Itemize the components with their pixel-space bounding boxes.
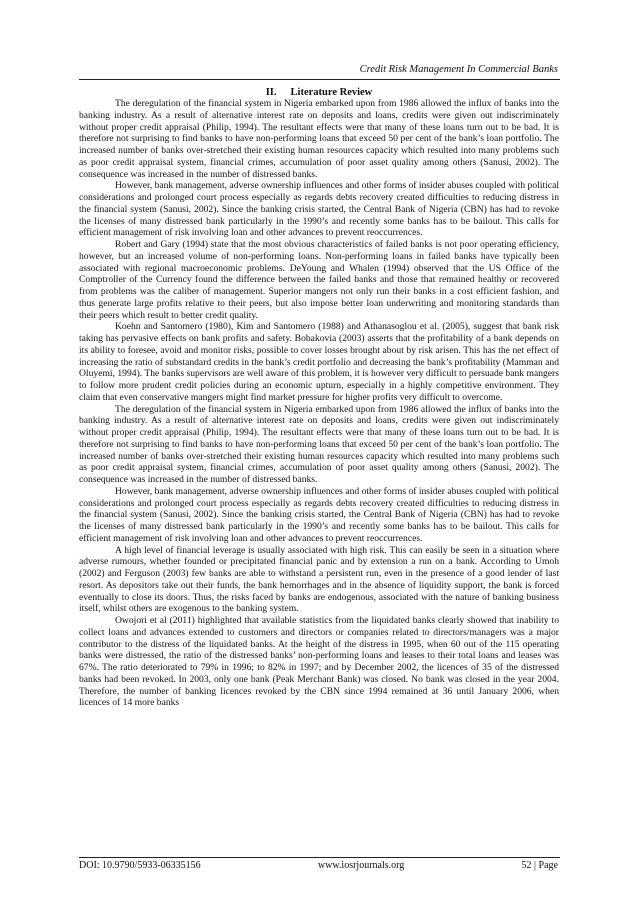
footer-doi: DOI: 10.9790/5933-06335156 <box>79 860 201 871</box>
paragraph: However, bank management, adverse ownership influences and other forms of insider abuses coupled with political considerations and prolonged court process especially as regards debts recovery created difficulties to reducing distress in the financial system (Sanusi, 2002). Since the banking crisis started, the Central Bank of Nigeria (CBN) has had to revoke the licenses of many distressed bank particularly in the 1990’s and recently some banks has to be bailout. This calls for efficient management of risk involving loan and other advances to prevent reoccurrences. <box>79 485 559 544</box>
paragraph: Koehn and Santomero (1980), Kim and Santomero (1988) and Athanasoglou et al. (2005), suggest that bank risk taking has pervasive effects on bank profits and safety. Bobakovia (2003) asserts that the profitability of a bank depends on its ability to foresee, avoid and monitor risks, possible to cover losses brought about by risk arisen. This has the net effect of increasing the ratio of substandard credits in the bank’s credit portfolio and decreasing the bank’s profitability (Mamman and Oluyemi, 1994). The banks supervisors are well aware of this problem, it is however very difficult to persuade bank mangers to follow more prudent credit policies during an economic upturn, especially in a highly competitive environment. They claim that even conservative mangers might find market pressure for higher profits very difficult to overcome. <box>79 321 559 403</box>
footer-rule <box>79 857 560 858</box>
section-heading <box>0 87 638 98</box>
paragraph: Owojori et al (2011) highlighted that available statistics from the liquidated banks clearly showed that inability to collect loans and advances extended to customers and directors or companies related to directors/managers was a major contributor to the distress of the liquidated banks. At the height of the distress in 1995, when 60 out of the 115 operating banks were distressed, the ratio of the distressed banks’ non-performing loans and leases to their total loans and leases was 67%. The ratio deteriorated to 79% in 1996; to 82% in 1997; and by December 2002, the licences of 35 of the distressed banks had been revoked. In 2003, only one bank (Peak Merchant Bank) was closed. No bank was closed in the year 2004. Therefore, the number of banking licences revoked by the CBN since 1994 remained at 36 until January 2006, when licences of 14 more banks <box>79 615 559 709</box>
page-footer <box>79 860 558 871</box>
header-rule <box>79 79 560 80</box>
footer-page-number: 52 | Page <box>521 860 558 871</box>
section-title: Literature Review <box>290 87 373 98</box>
paragraph: Robert and Gary (1994) state that the most obvious characteristics of failed banks is not poor operating efficiency, however, but an increased volume of non-performing loans. Non-performing loans in failed banks have typically been associated with regional macroeconomic problems. DeYoung and Whalen (1994) observed that the US Office of the Comptroller of the Currency found the difference between the failed banks and those that remained healthy or recovered from problems was the caliber of management. Superior mangers not only run their banks in a cost efficient fashion, and thus generate large profits relative to their peers, but also impose better loan underwriting and monitoring standards than their peers which result to better credit quality. <box>79 239 559 321</box>
paragraph: However, bank management, adverse ownership influences and other forms of insider abuses coupled with political considerations and prolonged court process especially as regards debts recovery created difficulties to reducing distress in the financial system (Sanusi, 2002). Since the banking crisis started, the Central Bank of Nigeria (CBN) has had to revoke the licenses of many distressed bank particularly in the 1990’s and recently some banks has to be bailout. This calls for efficient management of risk involving loan and other advances to prevent reoccurrences. <box>79 180 559 239</box>
footer-website: www.iosrjournals.org <box>317 860 405 871</box>
running-header: Credit Risk Management In Commercial Banks <box>359 64 558 75</box>
paragraph: The deregulation of the financial system in Nigeria embarked upon from 1986 allowed the influx of banks into the banking industry. As a result of alternative interest rate on deposits and loans, credits were given out indiscriminately without proper credit appraisal (Philip, 1994). The resultant effects were that many of these loans turn out to be bad. It is therefore not surprising to find banks to have non-performing loans that exceed 50 per cent of the bank’s loan portfolio. The increased number of banks over-stretched their existing human resources capacity which resulted into many problems such as poor credit appraisal system, financial crimes, accumulation of poor asset quality among others (Sanusi, 2002). The consequence was increased in the number of distressed banks. <box>79 98 559 180</box>
paragraph: A high level of financial leverage is usually associated with high risk. This can easily be seen in a situation where adverse rumours, whether founded or precipitated financial panic and by extension a run on a bank. According to Umoh (2002) and Ferguson (2003) few banks are able to withstand a persistent run, even in the presence of a good lender of last resort. As depositors take out their funds, the bank hemorrhages and in the absence of liquidity support, the bank is forced eventually to close its doors. Thus, the risks faced by banks are endogenous, associated with the nature of banking business itself, whilst others are exogenous to the banking system. <box>79 544 559 615</box>
section-number: II. <box>265 87 277 98</box>
paragraph: The deregulation of the financial system in Nigeria embarked upon from 1986 allowed the influx of banks into the banking industry. As a result of alternative interest rate on deposits and loans, credits were given out indiscriminately without proper credit appraisal (Philip, 1994). The resultant effects were that many of these loans turn out to be bad. It is therefore not surprising to find banks to have non-performing loans that exceed 50 per cent of the bank’s loan portfolio. The increased number of banks over-stretched their existing human resources capacity which resulted into many problems such as poor credit appraisal system, financial crimes, accumulation of poor asset quality among others (Sanusi, 2002). The consequence was increased in the number of distressed banks. <box>79 403 559 485</box>
body-text <box>79 98 559 709</box>
